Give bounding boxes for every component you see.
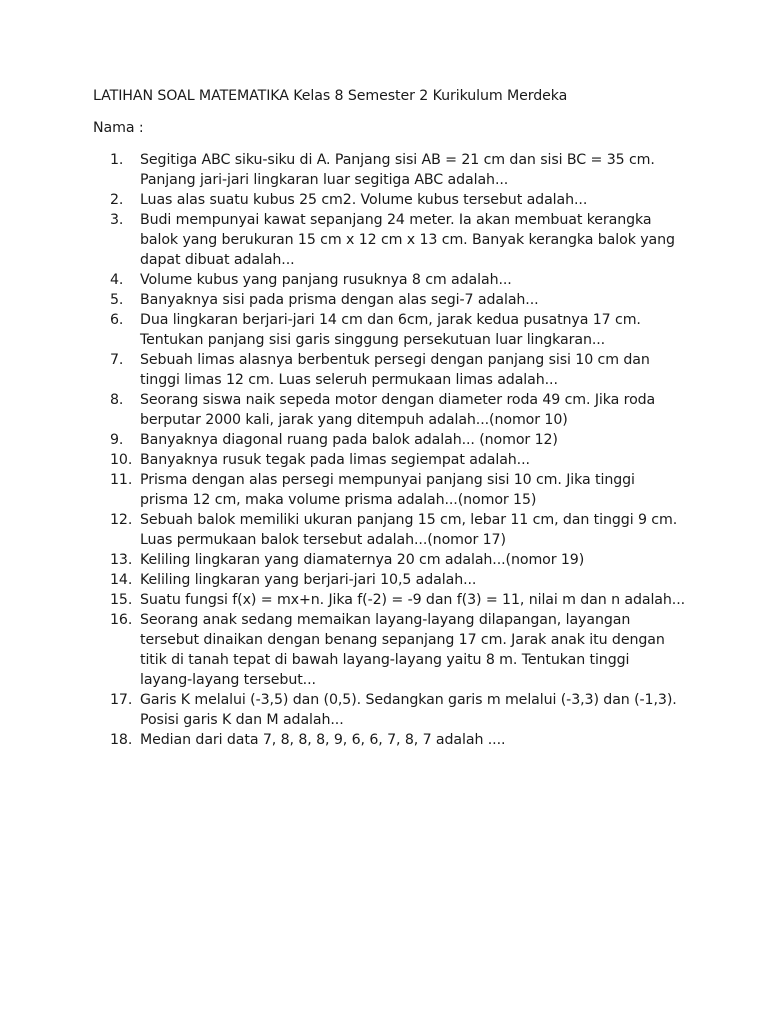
question-text: Keliling lingkaran yang berjari-jari 10,5 adalah... [140, 572, 477, 588]
question-text: Seorang anak sedang memaikan layang-layang dilapangan, layangan tersebut dinaikan dengan benang sepanjang 17 cm. Jarak anak itu dengan titik di tanah tepat di bawah layang-layang yaitu 8 m. Tentukan tinggi layang-layang tersebut... [140, 612, 665, 688]
document-title: LATIHAN SOAL MATEMATIKA Kelas 8 Semester 2 Kurikulum Merdeka [93, 88, 568, 104]
question-text: Prisma dengan alas persegi mempunyai panjang sisi 10 cm. Jika tinggi prisma 12 cm, maka volume prisma adalah...(nomor 15) [140, 472, 635, 508]
question-number: 17. [110, 692, 133, 708]
question-number: 6. [110, 312, 124, 328]
question-text: Banyaknya sisi pada prisma dengan alas segi-7 adalah... [140, 292, 539, 308]
question-text: Suatu fungsi f(x) = mx+n. Jika f(-2) = -9 dan f(3) = 11, nilai m dan n adalah... [140, 592, 686, 608]
question-text: Banyaknya rusuk tegak pada limas segiempat adalah... [140, 452, 530, 468]
question-number: 2. [110, 192, 124, 208]
question-number: 14. [110, 572, 133, 588]
question-item [0, 270, 768, 290]
question-number: 9. [110, 432, 124, 448]
question-text: Luas alas suatu kubus 25 cm2. Volume kubus tersebut adalah... [140, 192, 588, 208]
question-item [0, 590, 768, 610]
question-number: 4. [110, 272, 124, 288]
question-item [0, 510, 768, 550]
question-text: Sebuah balok memiliki ukuran panjang 15 cm, lebar 11 cm, dan tinggi 9 cm. Luas permukaan balok tersebut adalah...(nomor 17) [140, 512, 678, 548]
question-number: 8. [110, 392, 124, 408]
question-item [0, 690, 768, 730]
question-item [0, 190, 768, 210]
question-item [0, 610, 768, 690]
question-item [0, 210, 768, 270]
question-item [0, 730, 768, 750]
question-text: Median dari data 7, 8, 8, 8, 9, 6, 6, 7, 8, 7 adalah .... [140, 732, 506, 748]
question-number: 12. [110, 512, 133, 528]
question-text: Budi mempunyai kawat sepanjang 24 meter. Ia akan membuat kerangka balok yang berukuran 15 cm x 12 cm x 13 cm. Banyak kerangka balok yang dapat dibuat adalah... [140, 212, 675, 268]
question-item [0, 570, 768, 590]
question-number: 15. [110, 592, 133, 608]
question-item [0, 450, 768, 470]
question-number: 10. [110, 452, 133, 468]
question-list [0, 150, 768, 750]
question-number: 5. [110, 292, 124, 308]
question-item [0, 290, 768, 310]
question-number: 18. [110, 732, 133, 748]
question-number: 16. [110, 612, 133, 628]
question-item [0, 470, 768, 510]
question-number: 3. [110, 212, 124, 228]
question-item [0, 310, 768, 350]
question-text: Seorang siswa naik sepeda motor dengan diameter roda 49 cm. Jika roda berputar 2000 kali, jarak yang ditempuh adalah...(nomor 10) [140, 392, 656, 428]
question-number: 1. [110, 152, 124, 168]
question-item [0, 550, 768, 570]
question-number: 11. [110, 472, 133, 488]
question-number: 7. [110, 352, 124, 368]
question-text: Banyaknya diagonal ruang pada balok adalah... (nomor 12) [140, 432, 558, 448]
name-label: Nama : [93, 120, 144, 136]
question-text: Dua lingkaran berjari-jari 14 cm dan 6cm, jarak kedua pusatnya 17 cm. Tentukan panjang sisi garis singgung persekutuan luar lingkaran... [140, 312, 641, 348]
question-item [0, 390, 768, 430]
question-item [0, 150, 768, 190]
question-number: 13. [110, 552, 133, 568]
question-text: Garis K melalui (-3,5) dan (0,5). Sedangkan garis m melalui (-3,3) dan (-1,3). Posisi garis K dan M adalah... [140, 692, 677, 728]
question-text: Sebuah limas alasnya berbentuk persegi dengan panjang sisi 10 cm dan tinggi limas 12 cm. Luas seleruh permukaan limas adalah... [140, 352, 650, 388]
question-item [0, 350, 768, 390]
question-text: Volume kubus yang panjang rusuknya 8 cm adalah... [140, 272, 512, 288]
question-text: Segitiga ABC siku-siku di A. Panjang sisi AB = 21 cm dan sisi BC = 35 cm. Panjang jari-jari lingkaran luar segitiga ABC adalah... [140, 152, 655, 188]
question-item [0, 430, 768, 450]
question-text: Keliling lingkaran yang diamaternya 20 cm adalah...(nomor 19) [140, 552, 585, 568]
